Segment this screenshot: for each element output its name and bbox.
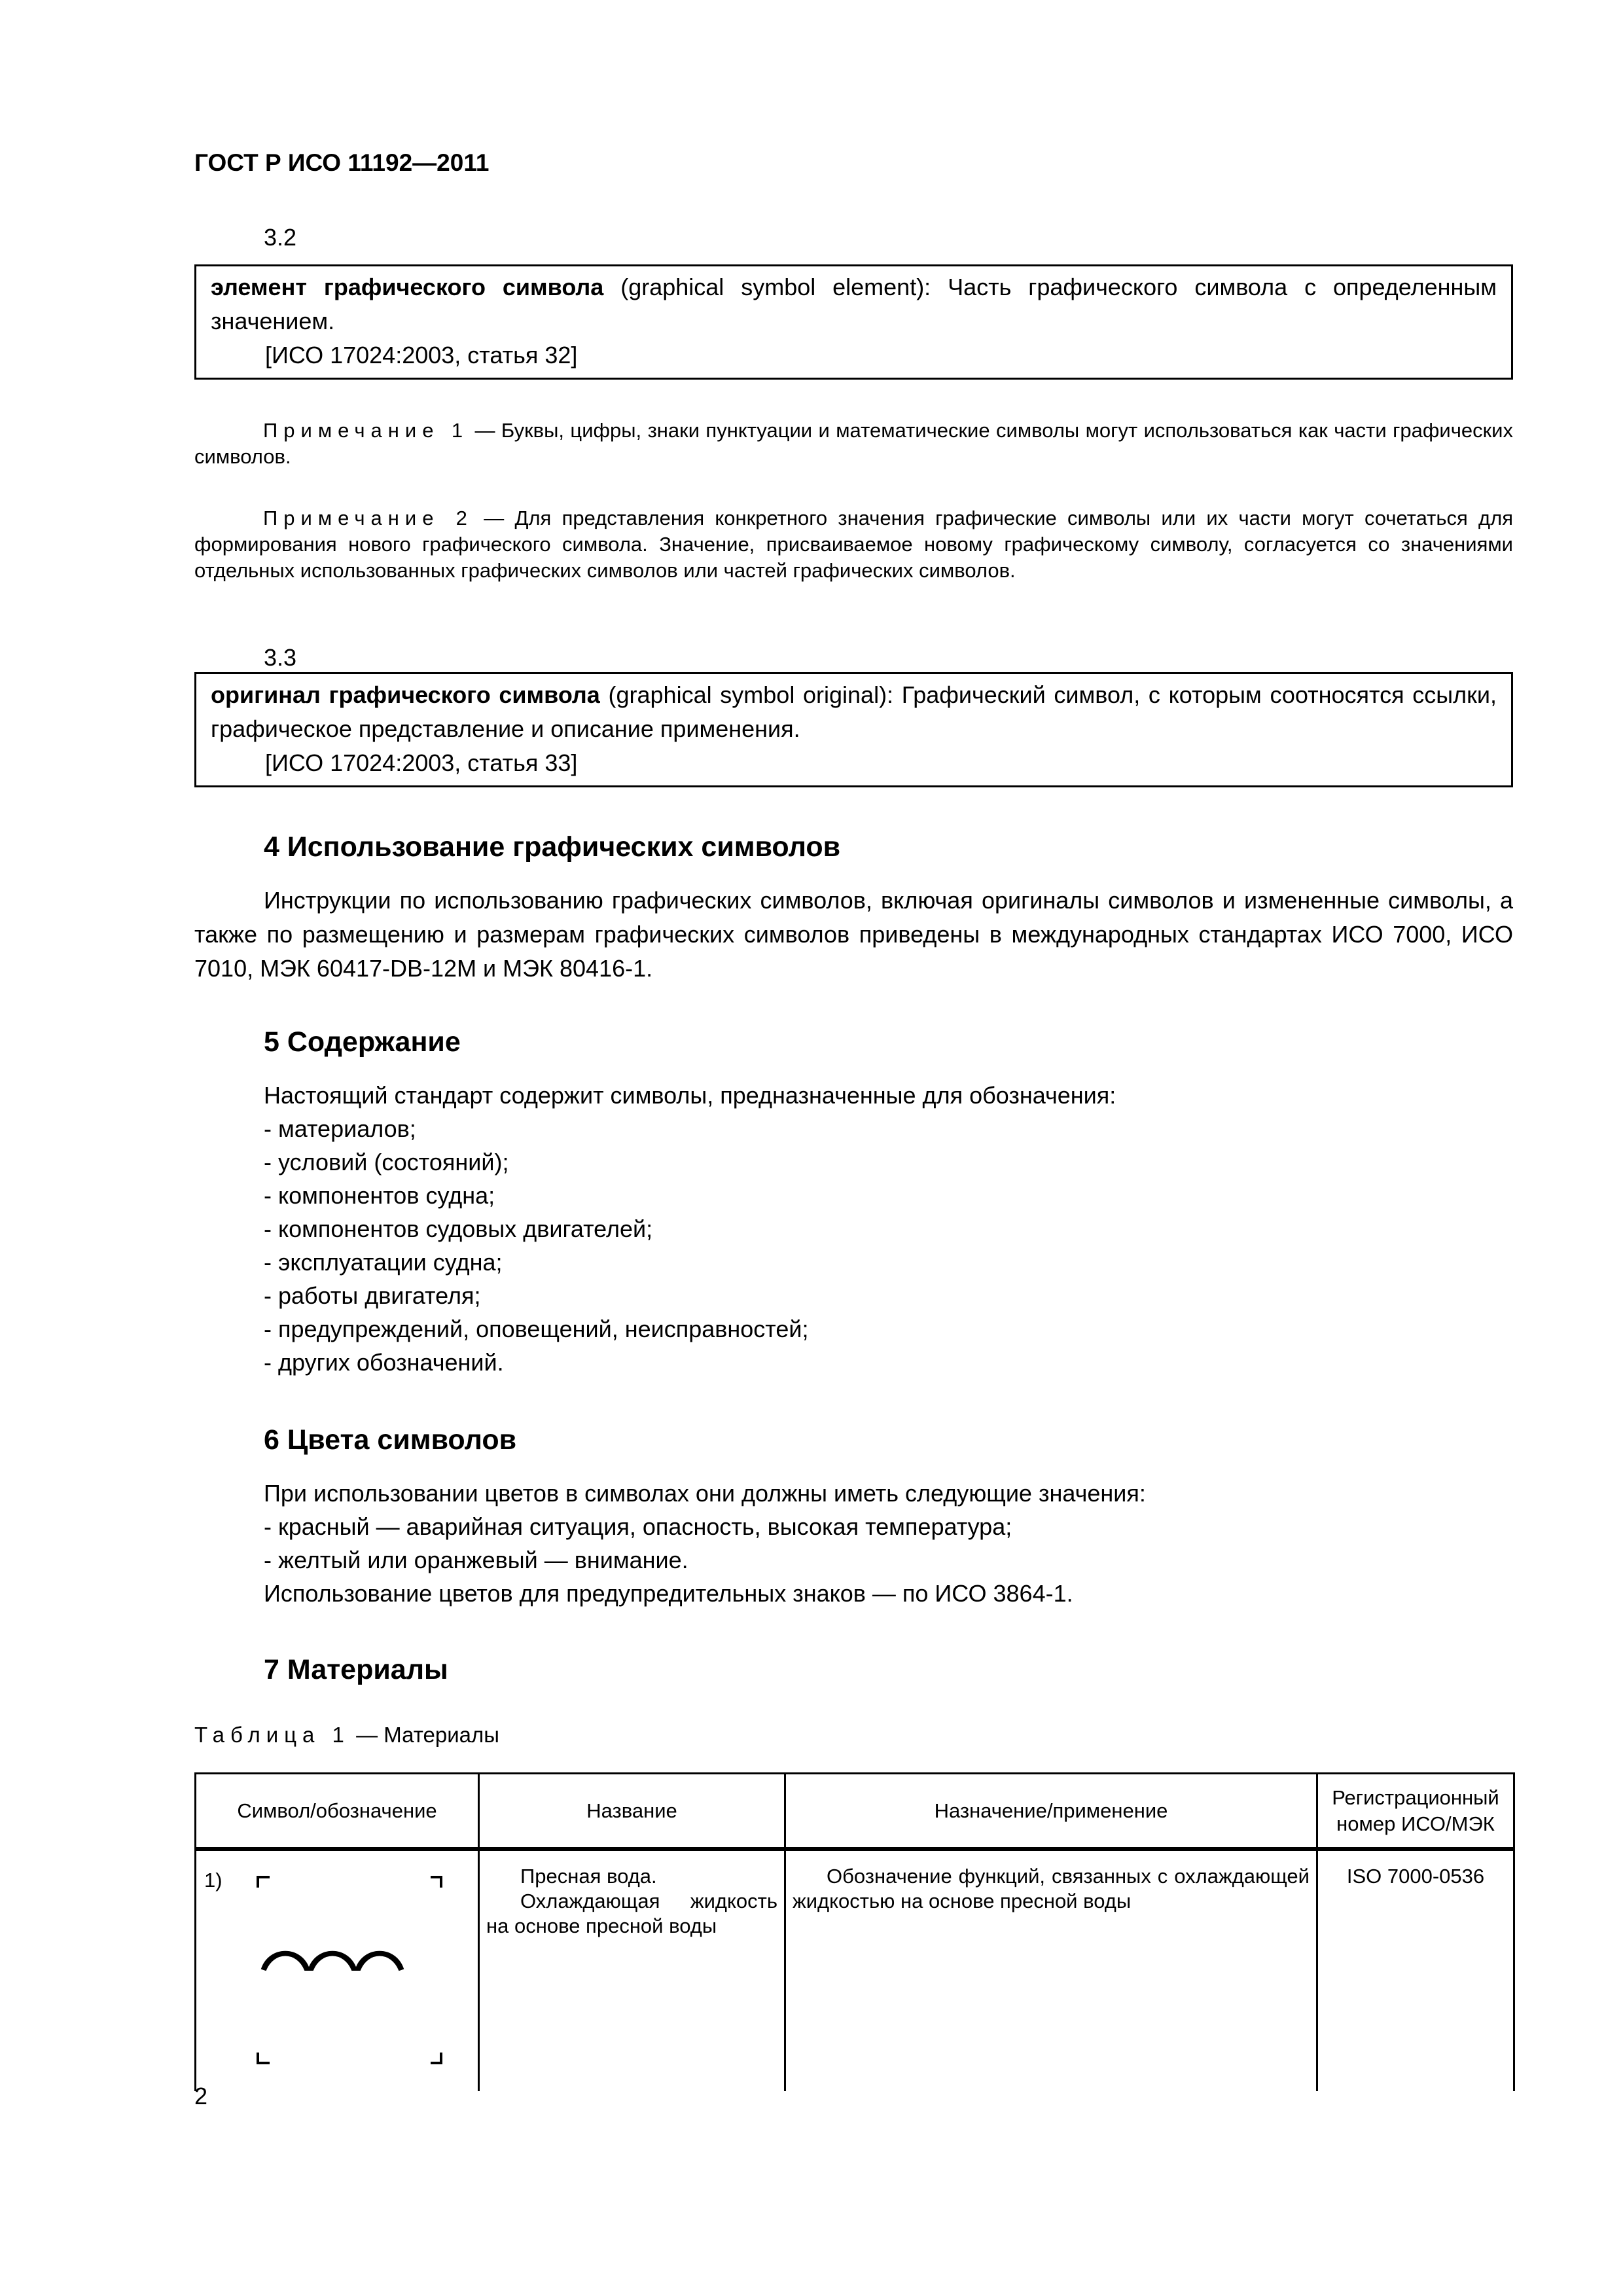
note [194,505,1513,584]
list-item: - красный — аварийная ситуация, опасность, высокая температура; [264,1513,1012,1540]
list-item: - материалов; [264,1115,416,1142]
term-number: 3.3 [264,644,297,671]
content-list [264,1079,1116,1379]
term-definition-box [194,264,1513,380]
note-text: — Буквы, цифры, знаки пунктуации и математические символы могут использоваться как части графических символов. [194,419,1513,468]
fresh-water-waves-icon [196,1851,478,2087]
list-item: - предупреждений, оповещений, неисправностей; [264,1316,809,1342]
table-caption-text: — Материалы [349,1723,499,1747]
note-label: Примечание 2 [263,507,473,529]
term-definition: (graphical symbol original): Графический символ, с которым соотносятся ссылки, графическое представление и описание применения. [211,681,1497,742]
column-header: Регистрационный номер ИСО/МЭК [1317,1774,1514,1850]
term-definition-box [194,672,1513,787]
term-source: [ИСО 17024:2003, статья 32] [265,342,578,368]
note-text: — Для представления конкретного значения графические символы или их части могут сочетаться для формирования нового графического символа. Значение, присваиваемое новому графическому символу, согласуется со значениями отдельных использованных графических символов или частей графических символов. [194,507,1513,582]
section-heading: 4 Использование графических символов [264,831,841,863]
column-header: Назначение/применение [785,1774,1317,1850]
list-intro: При использовании цветов в символах они должны иметь следующие значения: [264,1480,1146,1507]
list-item: - условий (состояний); [264,1149,509,1175]
document-code-header: ГОСТ Р ИСО 11192—2011 [194,149,490,176]
list-item: - эксплуатации судна; [264,1249,503,1276]
purpose-cell: Обозначение функций, связанных с охлаждающей жидкостью на основе пресной воды [785,1849,1317,2091]
term-number: 3.2 [264,224,297,251]
registration-number-cell: ISO 7000-0536 [1317,1849,1514,2091]
note-label: Примечание 1 [263,419,469,442]
list-item: - желтый или оранжевый — внимание. [264,1547,688,1573]
table-header-row [196,1774,1514,1850]
term-name: элемент графического символа [211,274,604,300]
list-item: - работы двигателя; [264,1282,481,1309]
section-heading: 7 Материалы [264,1654,448,1685]
note [194,418,1513,470]
term-source: [ИСО 17024:2003, статья 33] [265,749,578,776]
symbol-frame-corners [258,1877,441,2063]
table-row [196,1849,1514,2091]
column-header: Символ/обозначение [196,1774,479,1850]
name-line: Охлаждающая жидкость на основе пресной воды [486,1890,777,1937]
section-heading: 5 Содержание [264,1026,461,1058]
water-waves-shape [262,1952,403,1970]
term-definition: (graphical symbol element): Часть графического символа с определенным значением. [211,274,1497,334]
section-heading: 6 Цвета символов [264,1424,517,1456]
list-outro: Использование цветов для предупредительных знаков — по ИСО 3864-1. [264,1580,1073,1607]
section-paragraph: Инструкции по использованию графических символов, включая оригиналы символов и измененные символы, а также по размещению и размерам графических символов приведены в международных стандартах ИСО 7000, ИСО 7010, МЭК 60417-DB-12M и МЭК 80416-1. [194,887,1513,982]
color-list [264,1477,1146,1610]
name-cell [479,1849,785,2091]
symbol-cell [196,1849,479,2091]
name-line: Пресная вода. [520,1865,657,1888]
table-caption [194,1723,499,1748]
materials-table [194,1772,1515,2091]
list-item: - других обозначений. [264,1349,504,1376]
column-header: Название [479,1774,785,1850]
table-caption-label: Таблица 1 [194,1723,350,1747]
list-intro: Настоящий стандарт содержит символы, предназначенные для обозначения: [264,1082,1116,1109]
list-item: - компонентов судна; [264,1182,495,1209]
row-number: 1) [204,1869,223,1892]
list-item: - компонентов судовых двигателей; [264,1215,653,1242]
page-number: 2 [194,2083,208,2109]
term-name: оригинал графического символа [211,681,600,708]
